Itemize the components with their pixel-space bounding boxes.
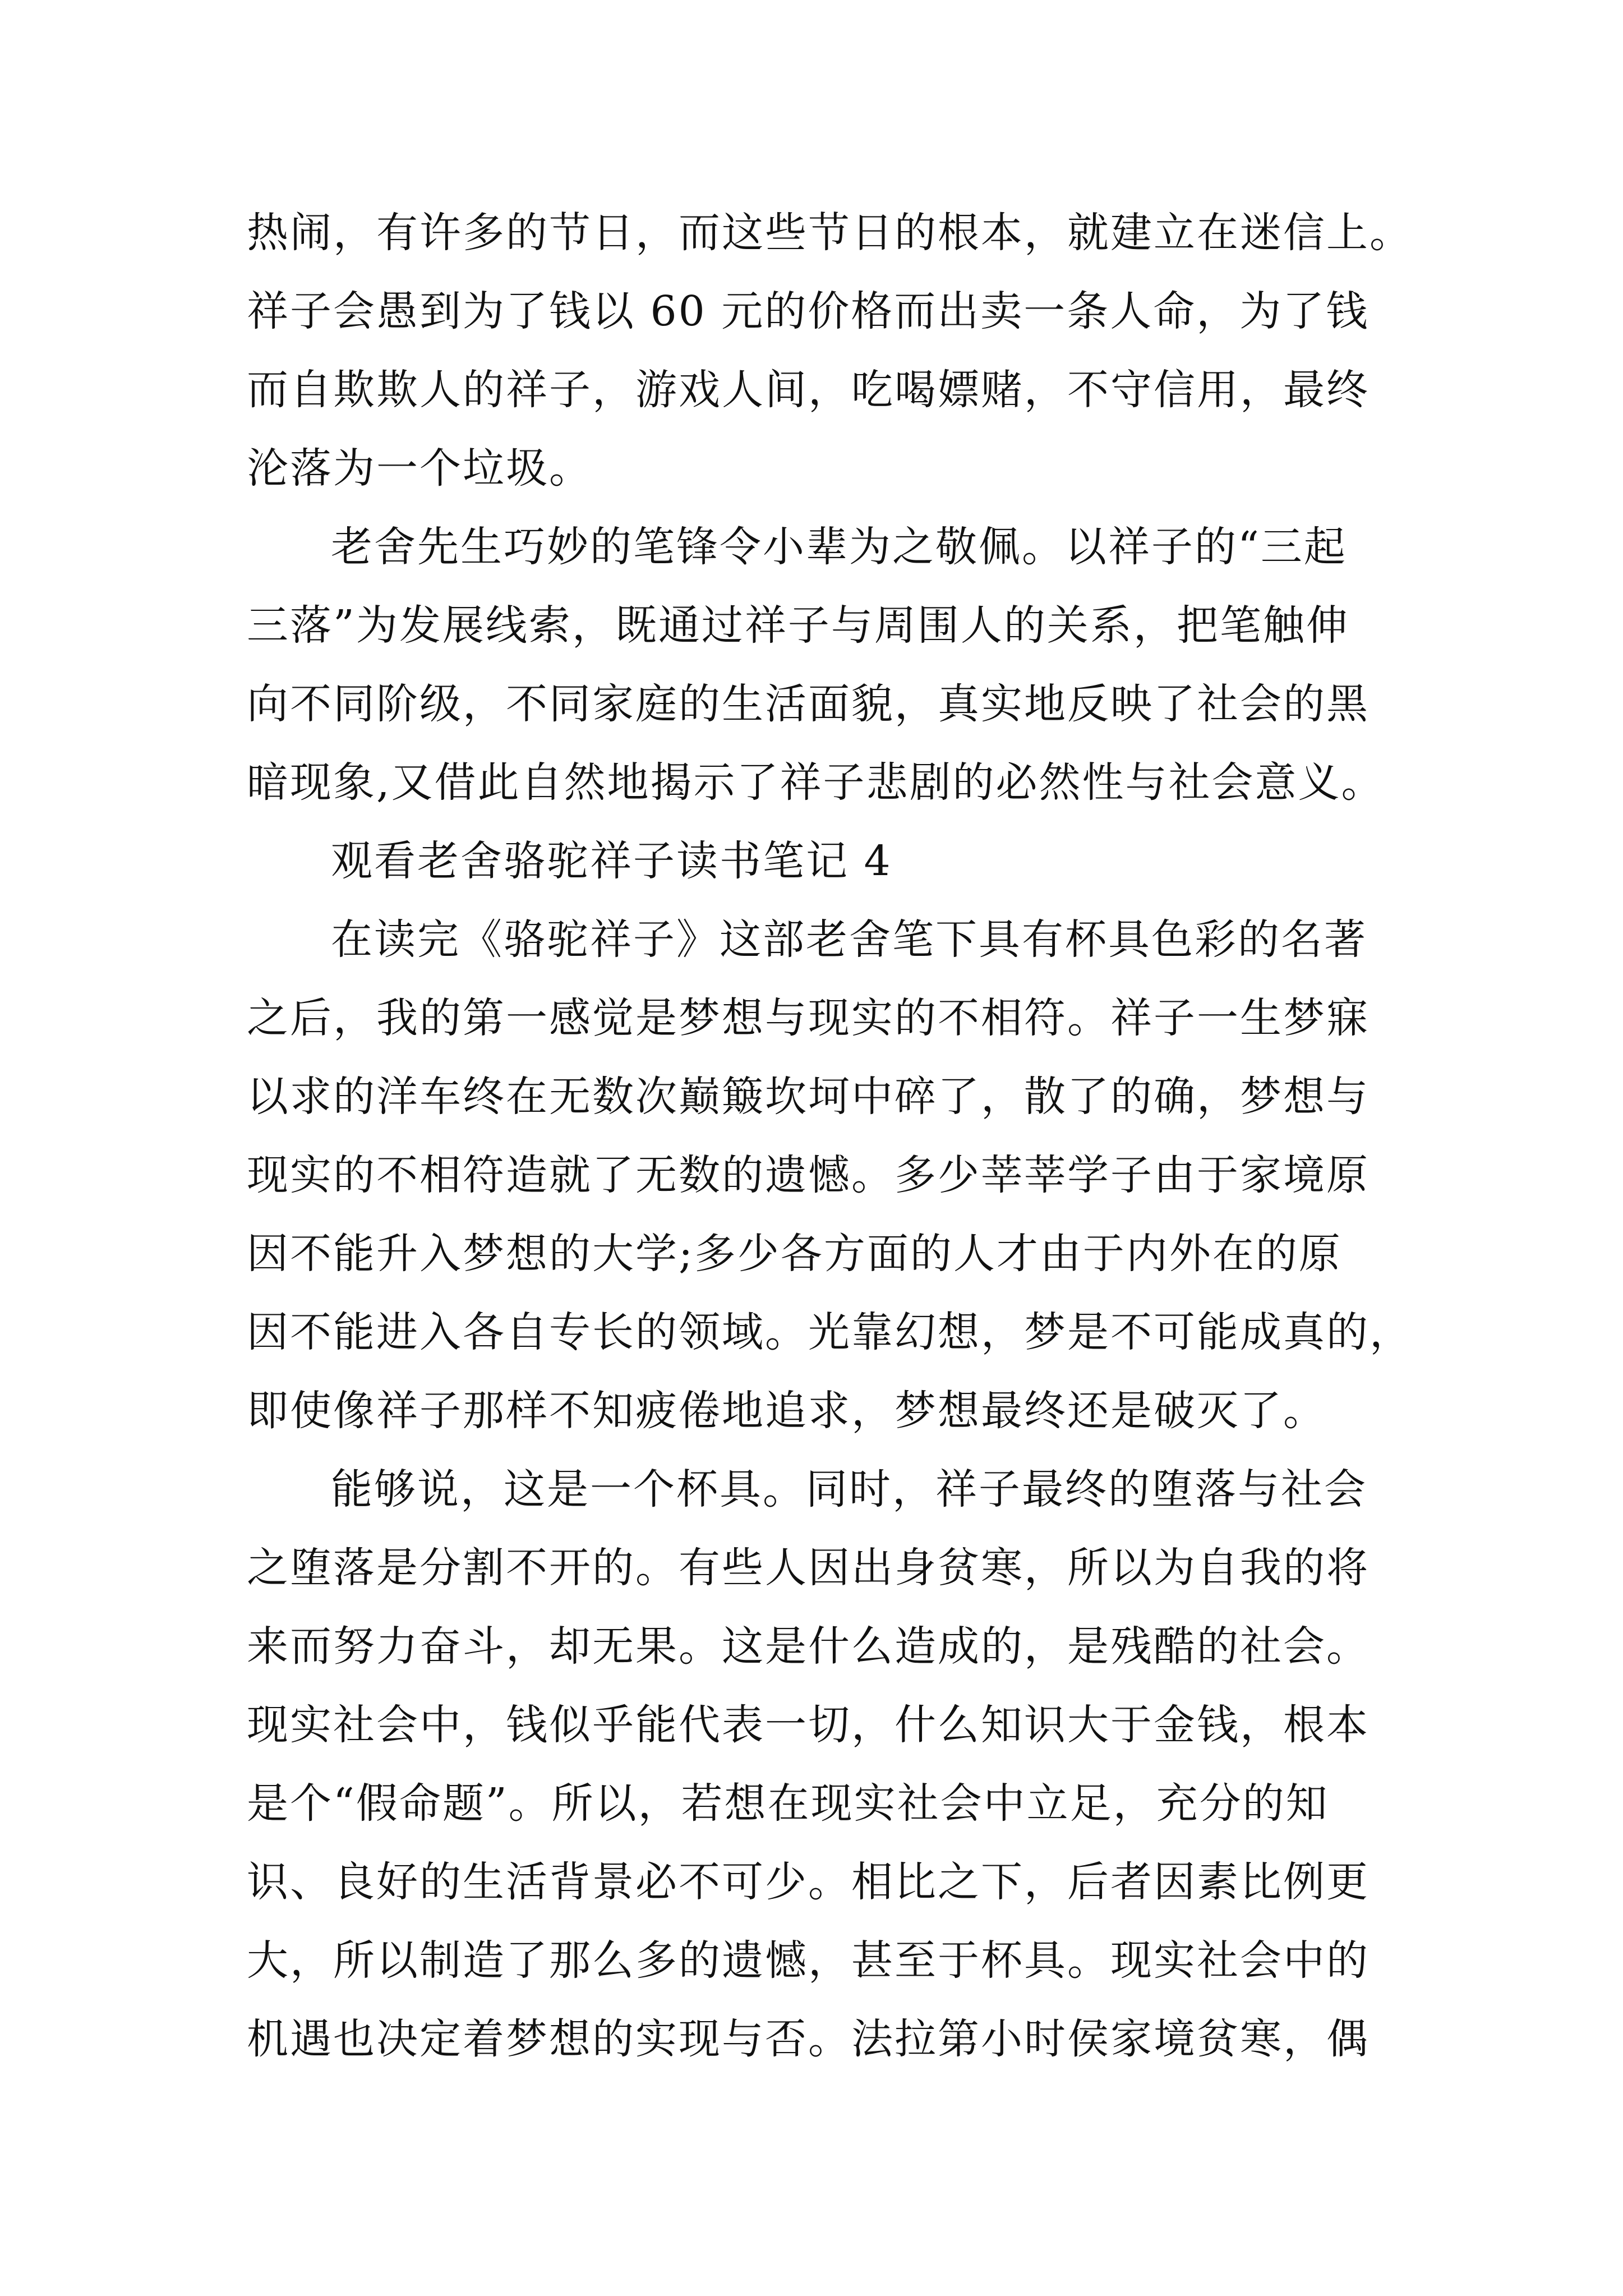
text-line: 之后，我的第一感觉是梦想与现实的不相符。祥子一生梦寐: [247, 994, 1370, 1042]
text-line: 以求的洋车终在无数次巅簸坎坷中碎了，散了的确，梦想与: [247, 1073, 1370, 1121]
text-line: 识、良好的生活背景必不可少。相比之下，后者因素比例更: [247, 1858, 1370, 1906]
section-heading: 观看老舍骆驼祥子读书笔记 4: [331, 837, 892, 885]
text-line: 现实社会中，钱似乎能代表一切，什么知识大于金钱，根本: [247, 1701, 1370, 1749]
text-line: 因不能进入各自专长的领域。光靠幻想，梦是不可能成真的，: [247, 1308, 1413, 1356]
text-line: 热闹，有许多的节日，而这些节日的根本，就建立在迷信上。: [247, 209, 1413, 257]
text-line: 现实的不相符造就了无数的遗憾。多少莘莘学子由于家境原: [247, 1151, 1370, 1199]
text-line: 是个“假命题”。所以，若想在现实社会中立足，充分的知: [247, 1779, 1329, 1828]
text-line: 因不能升入梦想的大学;多少各方面的人才由于内外在的原: [247, 1230, 1342, 1278]
text-line: 大，所以制造了那么多的遗憾，甚至于杯具。现实社会中的: [247, 1936, 1370, 1985]
text-line: 祥子会愚到为了钱以 60 元的价格而出卖一条人命，为了钱: [247, 287, 1370, 335]
text-line: 暗现象,又借此自然地揭示了祥子悲剧的必然性与社会意义。: [247, 758, 1385, 807]
text-line: 而自欺欺人的祥子，游戏人间，吃喝嫖赌，不守信用，最终: [247, 366, 1370, 414]
text-line: 沦落为一个垃圾。: [247, 444, 592, 493]
text-line: 向不同阶级，不同家庭的生活面貌，真实地反映了社会的黑: [247, 680, 1370, 728]
paragraph-start-line: 老舍先生巧妙的笔锋令小辈为之敬佩。以祥子的“三起: [331, 523, 1347, 571]
text-line: 来而努力奋斗，却无果。这是什么造成的，是残酷的社会。: [247, 1622, 1370, 1671]
paragraph-start-line: 能够说，这是一个杯具。同时，祥子最终的堕落与社会: [331, 1465, 1367, 1513]
paragraph-start-line: 在读完《骆驼祥子》这部老舍笔下具有杯具色彩的名著: [331, 915, 1367, 964]
text-line: 机遇也决定着梦想的实现与否。法拉第小时侯家境贫寒，偶: [247, 2015, 1370, 2063]
text-line: 即使像祥子那样不知疲倦地追求，梦想最终还是破灭了。: [247, 1387, 1326, 1435]
text-line: 三落”为发展线索，既通过祥子与周围人的关系，把笔触伸: [247, 601, 1349, 650]
text-line: 之堕落是分割不开的。有些人因出身贫寒，所以为自我的将: [247, 1544, 1370, 1592]
